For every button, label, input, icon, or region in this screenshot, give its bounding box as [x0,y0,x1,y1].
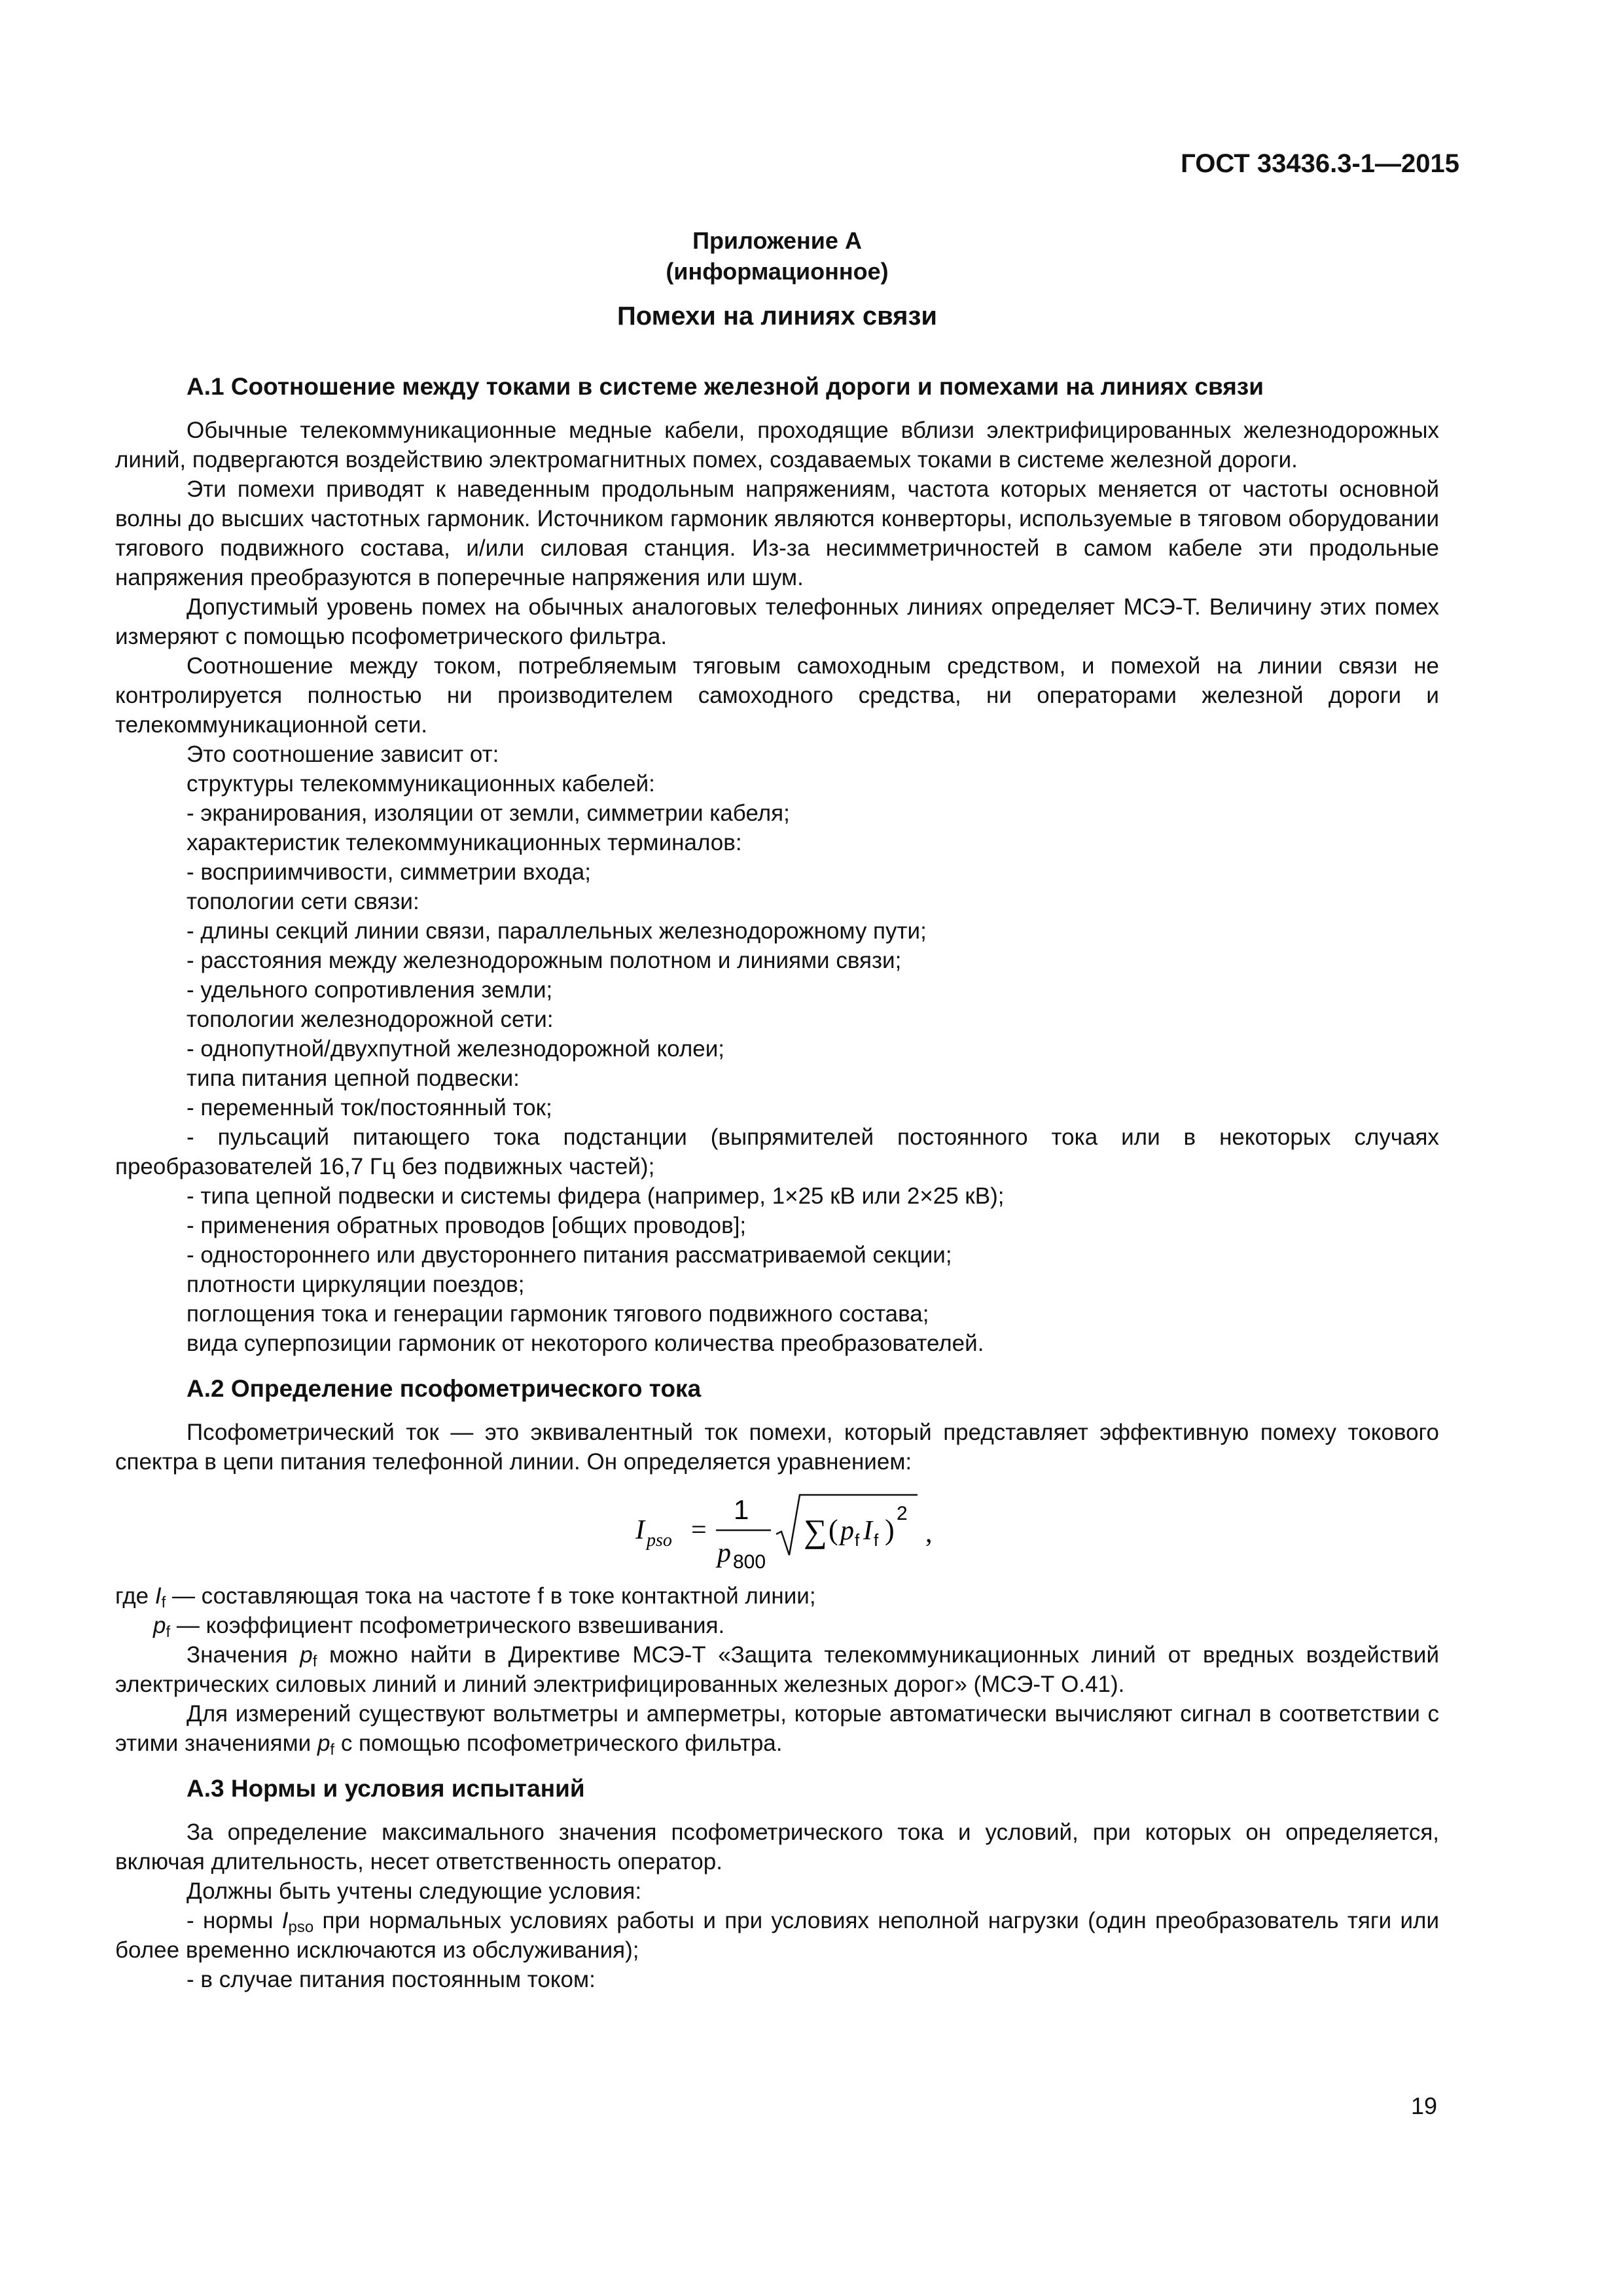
symbol-pf: p [153,1613,166,1638]
list-item: - восприимчивости, симметрии входа; [187,859,591,885]
formula-paren-open: ( [829,1514,838,1546]
list-item: - применения обратных проводов [общих проводов]; [187,1213,747,1238]
symbol-if-sub: f [161,1594,166,1611]
section-heading-a3: А.3 Нормы и условия испытаний [187,1775,585,1802]
formula-i: I [863,1516,872,1546]
list-item: - переменный ток/постоянный ток; [187,1095,552,1121]
list-item: - пульсаций питающего тока подстанции (выпрямителей постоянного тока или в некоторых случаях преобразователей 16,7 Гц без подвижных частей); [115,1124,1439,1179]
text-run: с помощью псофометрического фильтра. [334,1731,783,1756]
list-item: поглощения тока и генерации гармоник тягового подвижного состава; [187,1301,929,1327]
annex-heading: Помехи на линиях связи [616,302,937,331]
list-item: Это соотношение зависит от: [187,742,499,767]
text-run: Для измерений существуют вольтметры и амперметры, которые автоматически вычисляют сигнал в соответствии с этими значениями [115,1701,1439,1756]
text-run: Значения [187,1642,300,1668]
formula-sum: ∑ [804,1513,827,1549]
formula-p: p [840,1516,854,1546]
annex-type: (информационное) [666,258,889,285]
paragraph: Должны быть учтены следующие условия: [187,1878,642,1904]
page-number: 19 [1410,2092,1437,2119]
symbol-pf-sub: f [166,1623,171,1641]
text-run: - нормы [187,1908,282,1933]
symbol-pf: p [317,1731,330,1756]
symbol-pf-sub: f [312,1653,317,1670]
annex-title: Приложение А [692,227,862,254]
paragraph [115,1699,1439,1758]
list-item: - типа цепной подвески и системы фидера (например, 1×25 кВ или 2×25 кВ); [187,1183,1005,1209]
where-line-2 [115,1611,1439,1640]
list-item: структуры телекоммуникационных кабелей: [187,771,655,797]
list-item: топологии сети связи: [187,889,419,914]
symbol-ipso-sub: pso [288,1918,314,1936]
list-item: - длины секций линии связи, параллельных железнодорожному пути; [187,918,927,944]
formula-equals: = [691,1515,707,1545]
list-item: - однопутной/двухпутной железнодорожной колеи; [187,1036,725,1062]
symbol-pf-sub: f [330,1741,335,1759]
formula-denominator: p [717,1538,731,1568]
section-heading-a1: А.1 Соотношение между токами в системе железной дороги и помехами на линиях связи [187,373,1264,400]
list-item: - удельного сопротивления земли; [187,977,553,1003]
document-code: ГОСТ 33436.3-1—2015 [1181,149,1459,178]
symbol-if: I [154,1583,162,1609]
text-run: при нормальных условиях работы и при условиях неполной нагрузки (один преобразователь тяги или более временно исключаются из обслуживания); [115,1908,1440,1963]
list-item: топологии железнодорожной сети: [187,1007,554,1032]
formula-numerator: 1 [734,1494,749,1525]
paragraph: Псофометрический ток — это эквивалентный ток помехи, который представляет эффективную помеху токового спектра в цепи питания телефонной линии. Он определяется уравнением: [115,1420,1439,1475]
formula-p-sub: f [855,1530,860,1550]
paragraph: - в случае питания постоянным током: [187,1967,596,1992]
formula-comma: , [925,1518,933,1549]
paragraph: За определение максимального значения псофометрического тока и условий, при которых он определяется, включая длительность, несет ответственность оператор. [115,1820,1439,1874]
list-item: вида суперпозиции гармоник от некоторого количества преобразователей. [187,1331,984,1356]
list-item: - одностороннего или двустороннего питания рассматриваемой секции; [187,1242,952,1268]
formula-denominator-sub: 800 [733,1551,766,1573]
document-body [115,372,1439,1994]
symbol-ipso: I [281,1908,289,1933]
definition-pf: — коэффициент псофометрического взвешивания. [170,1613,725,1638]
paragraph [115,1640,1439,1699]
formula-paren-close: ) [885,1514,895,1546]
list-item: плотности циркуляции поездов; [187,1272,525,1297]
symbol-pf: p [300,1642,313,1668]
section-heading-a2: А.2 Определение псофометрического тока [187,1375,702,1402]
definition-if: — составляющая тока на частоте f в токе контактной линии; [166,1583,816,1609]
formula-lhs: I [635,1515,645,1545]
paragraph: Соотношение между током, потребляемым тяговым самоходным средством, и помехой на линии связи не контролируется полностью ни производителем самоходного средства, ни операторами железной дороги и телекоммуникационной сети. [115,653,1439,738]
paragraph: Обычные телекоммуникационные медные кабели, проходящие вблизи электрифицированных железнодорожных линий, подвергаются воздействию электромагнитных помех, создаваемых токами в системе железной дороги. [115,418,1439,473]
dependency-list [115,740,1439,1358]
paragraph: Допустимый уровень помех на обычных аналоговых телефонных линиях определяет МСЭ-Т. Величину этих помех измеряют с помощью псофометрического фильтра. [115,594,1439,649]
paragraph [115,1906,1439,1965]
formula-lhs-sub: pso [647,1530,672,1551]
formula-i-sub: f [874,1530,879,1550]
where-lead: где [115,1583,149,1609]
psophometric-current-formula [115,1477,1439,1581]
text-run: можно найти в Директиве МСЭ-Т «Защита телекоммуникационных линий от вредных воздействий электрических силовых линий и линий электрифицированных железных дорог» (МСЭ-Т О.41). [115,1642,1440,1697]
where-line-1 [115,1581,1439,1611]
paragraph: Эти помехи приводят к наведенным продольным напряжениям, частота которых меняется от частоты основной волны до высших частотных гармоник. Источником гармоник являются конверторы, используемые в тяговом оборудовании тягового подвижного состава, и/или силовая станция. Из-за несимметричностей в самом кабеле эти продольные напряжения преобразуются в поперечные напряжения или шум. [115,476,1439,590]
formula-power: 2 [897,1503,908,1524]
list-item: типа питания цепной подвески: [187,1066,520,1091]
list-item: - экранирования, изоляции от земли, симметрии кабеля; [187,800,790,826]
list-item: характеристик телекоммуникационных терминалов: [187,830,742,855]
list-item: - расстояния между железнодорожным полотном и линиями связи; [187,948,902,973]
formula-svg [115,1477,1439,1581]
